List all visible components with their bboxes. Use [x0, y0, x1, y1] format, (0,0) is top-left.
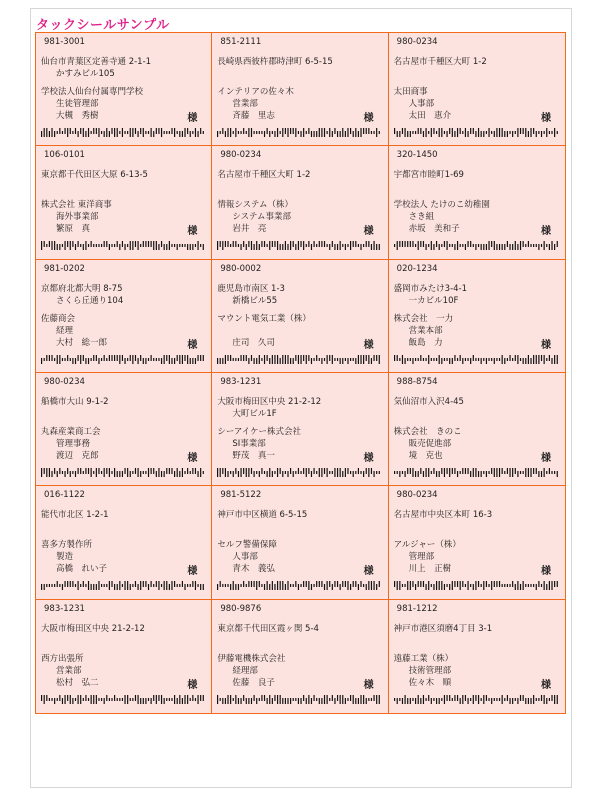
postal-barcode [394, 468, 560, 477]
recipient-name: 佐藤 良子 [232, 677, 275, 688]
honorific-label: 様 [363, 566, 374, 578]
address-line-1: 大阪市梅田区中央 21-2-12 [41, 623, 145, 634]
recipient-name: 飯島 力 [408, 337, 443, 348]
address-line-1: 仙台市青葉区定善寺通 2-1-1 [41, 57, 152, 67]
department: 海外事業部 [56, 212, 99, 223]
postal-barcode [394, 581, 560, 590]
department: 営業本部 [408, 325, 443, 336]
recipient-name: 太田 恵介 [408, 111, 452, 121]
postal-code: 980-9876 [220, 603, 262, 614]
department: 管理事務 [56, 439, 91, 449]
address-label [389, 486, 565, 599]
address-line-2: 大町ビル1F [232, 409, 277, 419]
department: 管理部 [408, 552, 435, 563]
postal-code: 980-0234 [220, 150, 262, 161]
company-name: シーアイケー株式会社 [217, 427, 301, 437]
department: SI事業部 [232, 439, 266, 449]
address-label [36, 373, 212, 486]
recipient-name: 岩井 亮 [232, 224, 267, 235]
postal-barcode [217, 241, 382, 250]
address-line-2: さくら丘通り104 [56, 295, 124, 306]
recipient-name: 高橋 れい子 [56, 564, 108, 575]
recipient-name: 佐々木 順 [408, 677, 452, 688]
postal-code: 851-2111 [220, 37, 262, 47]
recipient-name: 野茂 真一 [232, 451, 275, 461]
postal-code: 981-0202 [44, 263, 85, 274]
department: 製造 [56, 552, 74, 563]
address-label [212, 33, 388, 146]
honorific-label: 様 [540, 339, 551, 351]
address-label [212, 260, 388, 373]
company-name: セルフ警備保障 [217, 540, 277, 551]
company-name: マウント電気工業（株） [217, 313, 311, 324]
address-label [36, 260, 212, 373]
postal-code: 980-0234 [396, 490, 438, 501]
postal-barcode [41, 468, 206, 477]
recipient-name: 大槻 秀樹 [56, 111, 99, 121]
honorific-label: 様 [540, 453, 551, 464]
address-line-1: 宇都宮市睦町1-69 [393, 170, 464, 181]
postal-code: 320-1450 [396, 150, 438, 161]
address-label [212, 600, 388, 713]
postal-code: 981-5122 [220, 490, 262, 501]
address-line-1: 盛岡市みたけ3-4-1 [393, 283, 468, 294]
address-label [36, 146, 212, 259]
address-label [212, 486, 388, 599]
honorific-label: 様 [187, 679, 198, 691]
honorific-label: 様 [363, 679, 374, 691]
honorific-label: 様 [363, 226, 374, 238]
address-line-1: 神戸市中区横道 6-5-15 [217, 510, 308, 521]
address-line-1: 気仙沼市入沢4-45 [393, 397, 464, 407]
company-name: 佐藤商会 [41, 313, 76, 324]
company-name: インテリアの佐々木 [217, 87, 294, 97]
postal-barcode [217, 695, 382, 704]
honorific-label: 様 [540, 113, 551, 124]
label-grid [35, 32, 566, 714]
address-line-1: 大阪市梅田区中央 21-2-12 [217, 397, 322, 407]
postal-barcode [217, 581, 382, 590]
address-line-1: 東京都千代田区霞ヶ関 5-4 [217, 623, 319, 634]
honorific-label: 様 [187, 113, 198, 124]
postal-barcode [41, 695, 206, 704]
address-line-1: 東京都千代田区大原 6-13-5 [41, 170, 148, 181]
postal-barcode [41, 581, 206, 590]
address-line-2: 新橋ビル55 [232, 295, 278, 306]
page-title: タックシールサンプル [36, 18, 170, 33]
postal-code: 980-0234 [396, 37, 438, 47]
recipient-name: 境 克也 [408, 451, 443, 461]
department: 人事部 [232, 552, 258, 563]
address-line-1: 鹿児島市南区 1-3 [217, 283, 285, 294]
address-label [389, 146, 565, 259]
company-name: 学校法人仙台付属専門学校 [41, 87, 144, 97]
company-name: 株式会社 きのこ [393, 427, 462, 437]
postal-barcode [41, 241, 206, 250]
address-label [36, 33, 212, 146]
honorific-label: 様 [187, 339, 198, 351]
address-line-1: 船橋市大山 9-1-2 [41, 397, 109, 407]
postal-barcode [41, 128, 206, 137]
postal-barcode [394, 695, 560, 704]
postal-code: 981-3001 [44, 37, 85, 47]
company-name: 株式会社 一力 [393, 313, 454, 324]
address-label [36, 600, 212, 713]
address-label [36, 486, 212, 599]
postal-code: 020-1234 [396, 263, 438, 274]
recipient-name: 川上 正樹 [408, 564, 452, 575]
company-name: アルジャー（株） [393, 540, 461, 551]
honorific-label: 様 [363, 339, 374, 351]
company-name: 西方出張所 [41, 653, 84, 664]
department: さき組 [408, 212, 435, 223]
recipient-name: 斉藤 里志 [232, 111, 275, 121]
department: システム事業部 [232, 212, 291, 223]
postal-code: 980-0234 [44, 377, 85, 387]
postal-code: 016-1122 [44, 490, 85, 501]
company-name: 喜多方製作所 [41, 540, 93, 551]
address-line-1: 能代市北区 1-2-1 [41, 510, 109, 521]
honorific-label: 様 [540, 679, 551, 691]
postal-code: 981-1212 [396, 603, 438, 614]
honorific-label: 様 [363, 113, 374, 124]
company-name: 太田商事 [393, 87, 428, 97]
postal-barcode [217, 468, 382, 477]
address-line-2: 一カビル10F [408, 295, 459, 306]
honorific-label: 様 [540, 566, 551, 578]
recipient-name: 繁原 真 [56, 224, 91, 235]
honorific-label: 様 [187, 566, 198, 578]
company-name: 伊藤電機株式会社 [217, 653, 286, 664]
honorific-label: 様 [540, 226, 551, 238]
postal-code: 983-1231 [220, 377, 262, 387]
address-label [212, 146, 388, 259]
address-line-1: 名古屋市千種区大町 1-2 [217, 170, 311, 181]
department: 経理部 [232, 665, 258, 676]
address-label [389, 260, 565, 373]
address-label [212, 373, 388, 486]
honorific-label: 様 [187, 453, 198, 464]
honorific-label: 様 [363, 453, 374, 464]
postal-barcode [217, 355, 382, 364]
postal-code: 106-0101 [44, 150, 85, 161]
postal-barcode [41, 355, 206, 364]
company-name: 丸森産業商工会 [41, 427, 101, 437]
postal-code: 988-8754 [396, 377, 438, 387]
recipient-name: 渡辺 克郎 [56, 451, 99, 461]
department: 販売促進部 [408, 439, 452, 449]
address-line-1: 京都府北都大明 8-75 [41, 283, 123, 294]
department: 生徒管理部 [56, 99, 99, 109]
address-label [389, 600, 565, 713]
recipient-name: 大村 総一郎 [56, 337, 108, 348]
postal-barcode [217, 128, 382, 137]
department: 技術管理部 [408, 665, 452, 676]
postal-code: 983-1231 [44, 603, 85, 614]
address-label [389, 33, 565, 146]
recipient-name: 庄司 久司 [232, 337, 275, 348]
recipient-name: 青木 義弘 [232, 564, 275, 575]
address-line-1: 名古屋市千種区大町 1-2 [393, 57, 487, 67]
department: 営業部 [232, 99, 258, 109]
address-line-1: 名古屋市中央区本町 16-3 [393, 510, 493, 521]
postal-barcode [394, 355, 560, 364]
company-name: 遠藤工業（株） [393, 653, 454, 664]
honorific-label: 様 [187, 226, 198, 238]
address-line-2: かすみビル105 [56, 69, 115, 79]
recipient-name: 松村 弘二 [56, 677, 99, 688]
department: 営業部 [56, 665, 82, 676]
department: 人事部 [408, 99, 435, 109]
company-name: 情報システム（株） [217, 200, 293, 211]
address-line-1: 神戸市港区須磨4丁目 3-1 [393, 623, 493, 634]
postal-code: 980-0002 [220, 263, 262, 274]
address-line-1: 長崎県西彼杵郡時津町 6-5-15 [217, 57, 333, 67]
address-label [389, 373, 565, 486]
company-name: 株式会社 東洋商事 [41, 200, 112, 211]
company-name: 学校法人 たけのこ幼稚園 [393, 200, 490, 211]
department: 経理 [56, 325, 74, 336]
postal-barcode [394, 241, 560, 250]
postal-barcode [394, 128, 560, 137]
recipient-name: 赤坂 美和子 [408, 224, 460, 235]
